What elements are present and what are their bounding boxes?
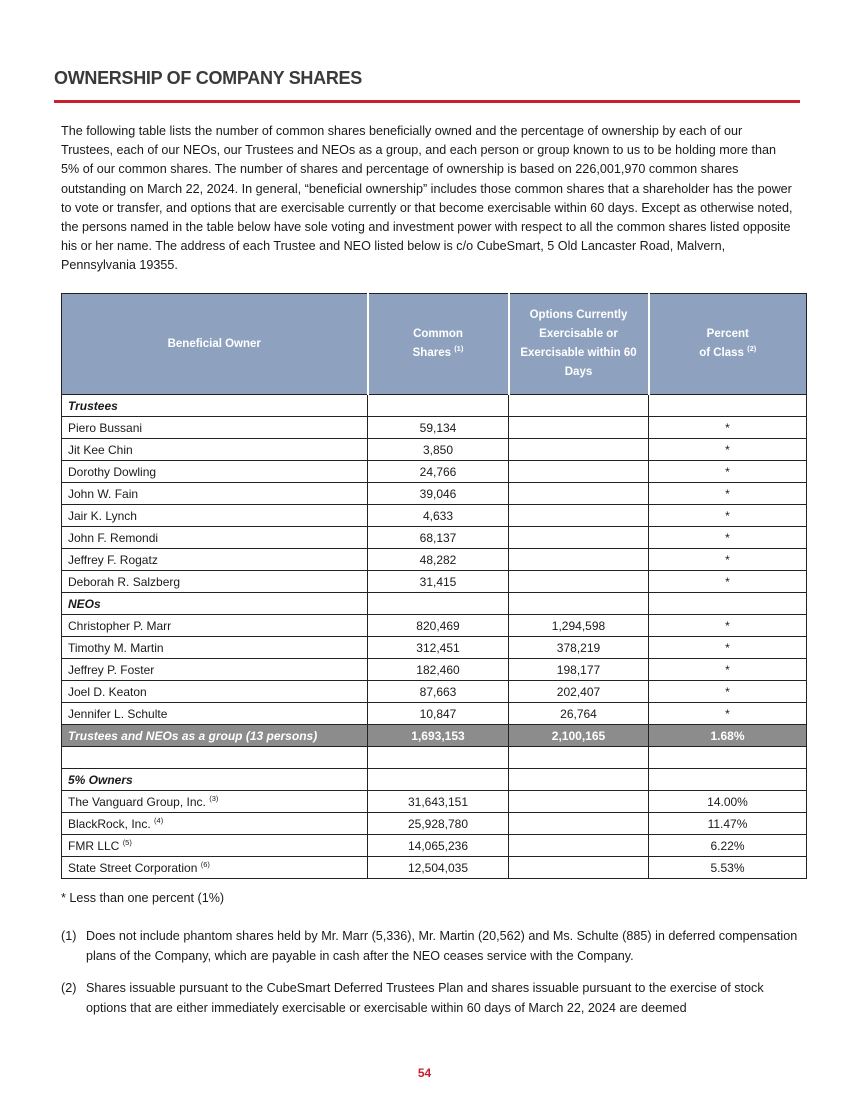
options-cell [509, 549, 649, 571]
footnote-2-number: (2) [61, 981, 77, 995]
table-row [62, 527, 807, 549]
section-row-five-percent-owners [62, 769, 807, 791]
empty-cell [649, 593, 807, 615]
options-cell [509, 439, 649, 461]
table-row [62, 571, 807, 593]
header-common-shares: Common Shares $^{(1)}$ [368, 294, 509, 395]
common-shares-cell: 25,928,780 [368, 813, 509, 835]
footnote-2 [61, 979, 803, 1018]
options-cell [509, 813, 649, 835]
percent-cell: * [649, 505, 807, 527]
owner-name-text: Jeffrey F. Rogatz [68, 552, 158, 567]
common-shares-cell: 68,137 [368, 527, 509, 549]
empty-cell [368, 747, 509, 769]
group-total-percent: 1.68% [649, 725, 807, 747]
owner-name-text: Christopher P. Marr [68, 618, 172, 633]
common-shares-cell: 48,282 [368, 549, 509, 571]
common-shares-cell: 182,460 [368, 659, 509, 681]
table-row [62, 703, 807, 725]
owner-name-text: John W. Fain [68, 486, 139, 501]
section-label: 5% Owners [62, 769, 368, 791]
empty-cell [368, 769, 509, 791]
table-row [62, 439, 807, 461]
empty-cell [649, 395, 807, 417]
owner-name [62, 505, 368, 527]
percent-cell: * [649, 615, 807, 637]
owner-name [62, 637, 368, 659]
common-shares-cell: 14,065,236 [368, 835, 509, 857]
owner-name-text: State Street Corporation [68, 860, 198, 875]
common-shares-cell: 312,451 [368, 637, 509, 659]
intro-paragraph: The following table lists the number of common shares beneficially owned and the percentage of ownership by each of our Trustees, each of our NEOs, our Trustees and NEOs as a group, and each person or group known to us to be holding more than 5% of our common shares. The number of shares and percentage of ownership is based on 226,001,970 common shares outstanding on March 22, 2024. In general, “beneficial ownership” includes those common shares that a shareholder has the power to vote or transfer, and options that are exercisable currently or that become exercisable within 60 days. Except as otherwise noted, the persons named in the table below have sole voting and investment power with respect to all the common shares listed opposite his or her name. The address of each Trustee and NEO listed below is c/o CubeSmart, 5 Old Lancaster Road, Malvern, Pennsylvania 19355. [61, 124, 793, 273]
owner-name [62, 527, 368, 549]
section-row-neos [62, 593, 807, 615]
section-row-trustees [62, 395, 807, 417]
table-row [62, 637, 807, 659]
empty-cell [62, 747, 368, 769]
percent-cell: * [649, 417, 807, 439]
owner-name-text: John F. Remondi [68, 530, 159, 545]
common-shares-cell: 39,046 [368, 483, 509, 505]
owner-name-text: Jennifer L. Schulte [68, 706, 168, 721]
table-body [62, 395, 807, 879]
header-percent-of-class: Percent of Class $^{(2)}$ [649, 294, 807, 395]
owner-name [62, 857, 368, 879]
footnote-ref: (6) [200, 859, 210, 869]
options-cell [509, 571, 649, 593]
group-total-label: Trustees and NEOs as a group (13 persons) [62, 725, 368, 747]
percent-cell: * [649, 549, 807, 571]
table-row [62, 681, 807, 703]
percent-cell: 5.53% [649, 857, 807, 879]
options-cell [509, 417, 649, 439]
common-shares-cell: 24,766 [368, 461, 509, 483]
options-cell: 378,219 [509, 637, 649, 659]
owner-name-text: Dorothy Dowling [68, 464, 157, 479]
table-row [62, 857, 807, 879]
percent-cell: * [649, 659, 807, 681]
table-row [62, 461, 807, 483]
owner-name-text: Piero Bussani [68, 420, 143, 435]
empty-cell [368, 593, 509, 615]
empty-cell [649, 747, 807, 769]
footnote-1-number: (1) [61, 929, 77, 943]
common-shares-cell: 59,134 [368, 417, 509, 439]
options-cell [509, 461, 649, 483]
owner-name [62, 813, 368, 835]
table-row [62, 483, 807, 505]
percent-cell: 11.47% [649, 813, 807, 835]
options-cell [509, 791, 649, 813]
percent-cell: * [649, 461, 807, 483]
table-row [62, 791, 807, 813]
empty-cell [368, 395, 509, 417]
owner-name [62, 461, 368, 483]
percent-cell: * [649, 483, 807, 505]
empty-cell [649, 769, 807, 791]
options-cell [509, 505, 649, 527]
common-shares-cell: 87,663 [368, 681, 509, 703]
footnote-ref: (4) [154, 815, 164, 825]
table-row [62, 835, 807, 857]
header-options: Options Currently Exercisable or Exercisable within 60 Days [509, 294, 649, 395]
owner-name [62, 791, 368, 813]
options-cell [509, 527, 649, 549]
group-total-options: 2,100,165 [509, 725, 649, 747]
section-label: Trustees [62, 395, 368, 417]
owner-name-text: Jeffrey P. Foster [68, 662, 155, 677]
group-total-shares: 1,693,153 [368, 725, 509, 747]
header-beneficial-owner: Beneficial Owner [62, 294, 368, 395]
owner-name [62, 549, 368, 571]
owner-name [62, 483, 368, 505]
table-header-row [62, 294, 807, 395]
owner-name-text: BlackRock, Inc. [68, 816, 151, 831]
percent-cell: * [649, 571, 807, 593]
percent-cell: * [649, 703, 807, 725]
empty-cell [509, 593, 649, 615]
owner-name [62, 417, 368, 439]
table-row [62, 417, 807, 439]
page-number: 54 [417, 1066, 432, 1080]
percent-cell: * [649, 439, 807, 461]
percent-cell: 14.00% [649, 791, 807, 813]
owner-name-text: Joel D. Keaton [68, 684, 147, 699]
options-cell [509, 857, 649, 879]
owner-name-text: Deborah R. Salzberg [68, 574, 181, 589]
less-than-one-percent-note: * Less than one percent (1%) [61, 891, 225, 905]
common-shares-cell: 3,850 [368, 439, 509, 461]
options-cell: 202,407 [509, 681, 649, 703]
footnote-2-text: Shares issuable pursuant to the CubeSmart Deferred Trustees Plan and shares issuable pursuant to the exercise of stock options that are either immediately exercisable or exercisable within 60 days of March 22, 2024 are deemed [86, 981, 764, 1015]
common-shares-cell: 4,633 [368, 505, 509, 527]
footnote-1 [61, 927, 803, 966]
common-shares-cell: 12,504,035 [368, 857, 509, 879]
owner-name-text: The Vanguard Group, Inc. [68, 794, 206, 809]
footnote-ref: (3) [209, 793, 219, 803]
owner-name [62, 681, 368, 703]
owner-name [62, 439, 368, 461]
table-row [62, 659, 807, 681]
owner-name [62, 835, 368, 857]
options-cell [509, 483, 649, 505]
empty-cell [509, 395, 649, 417]
empty-cell [509, 769, 649, 791]
table-row [62, 549, 807, 571]
owner-name [62, 703, 368, 725]
footnote-ref: (5) [122, 837, 132, 847]
table-row [62, 615, 807, 637]
options-cell: 1,294,598 [509, 615, 649, 637]
options-cell: 26,764 [509, 703, 649, 725]
percent-cell: * [649, 637, 807, 659]
group-total-row [62, 725, 807, 747]
owner-name-text: Jair K. Lynch [68, 508, 137, 523]
percent-cell: 6.22% [649, 835, 807, 857]
owner-name [62, 571, 368, 593]
percent-cell: * [649, 527, 807, 549]
table-row [62, 813, 807, 835]
owner-name-text: Jit Kee Chin [68, 442, 133, 457]
spacer-row [62, 747, 807, 769]
title-divider [54, 100, 800, 103]
options-cell [509, 835, 649, 857]
owner-name-text: FMR LLC [68, 838, 120, 853]
common-shares-cell: 10,847 [368, 703, 509, 725]
table-row [62, 505, 807, 527]
empty-cell [509, 747, 649, 769]
owner-name [62, 659, 368, 681]
common-shares-cell: 820,469 [368, 615, 509, 637]
ownership-table [61, 293, 807, 879]
percent-cell: * [649, 681, 807, 703]
page-title: OWNERSHIP OF COMPANY SHARES [54, 68, 362, 88]
footnote-1-text: Does not include phantom shares held by Mr. Marr (5,336), Mr. Martin (20,562) and Ms. Schulte (885) in deferred compensation plans of the Company, which are payable in cash after the NEO ceases service with the Company. [86, 929, 798, 963]
options-cell: 198,177 [509, 659, 649, 681]
common-shares-cell: 31,643,151 [368, 791, 509, 813]
owner-name-text: Timothy M. Martin [68, 640, 164, 655]
common-shares-cell: 31,415 [368, 571, 509, 593]
section-label: NEOs [62, 593, 368, 615]
owner-name [62, 615, 368, 637]
